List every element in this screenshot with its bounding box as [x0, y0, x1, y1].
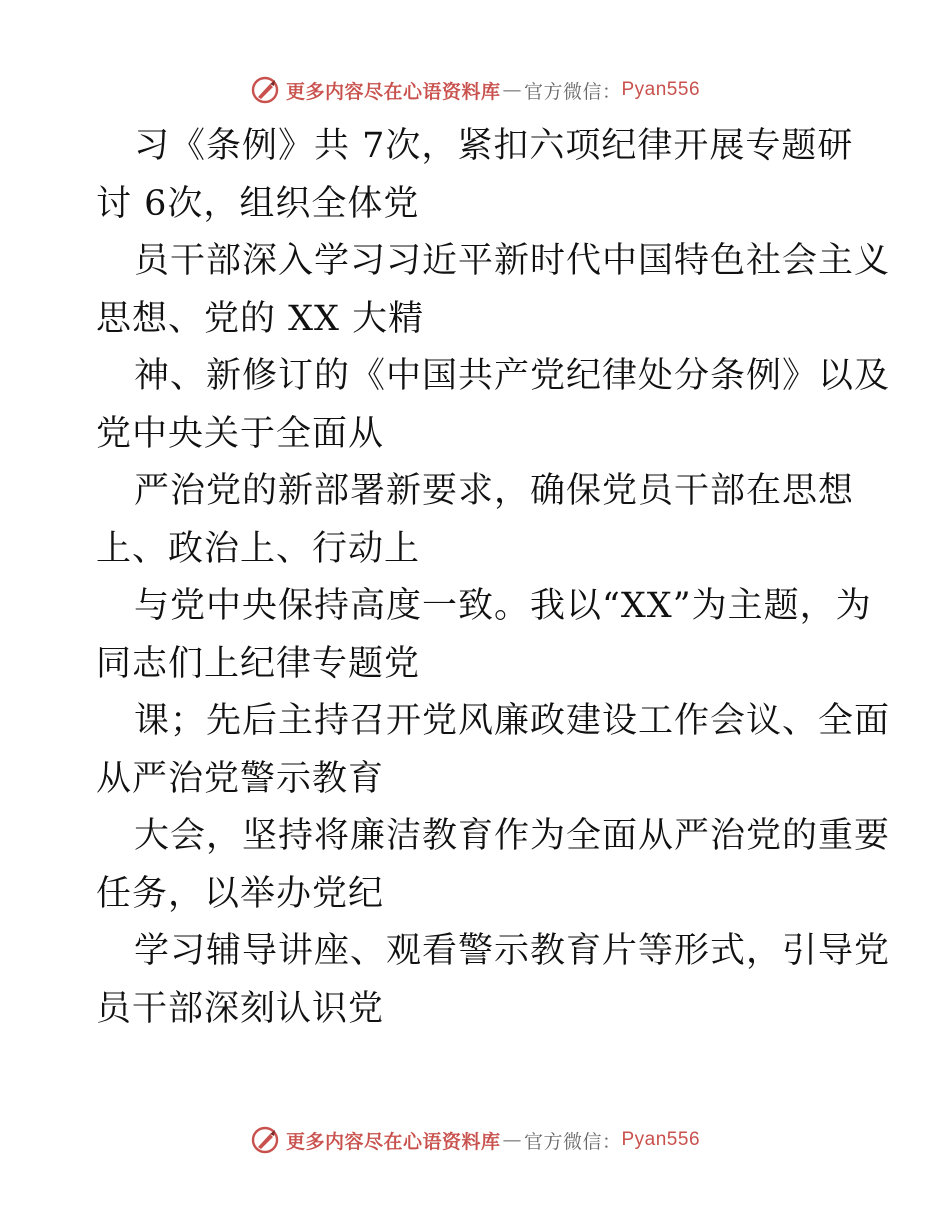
body-line: 同志们上纪律专题党: [96, 643, 421, 684]
banner-wechat-label: 官方微信：: [523, 80, 622, 103]
body-line: 思想、党的 XX 大精: [96, 298, 425, 339]
banner-title: 更多内容尽在心语资料库: [285, 80, 501, 103]
body-line: 从严治党警示教育: [96, 758, 385, 799]
quill-logo-icon: [250, 1125, 280, 1155]
document-body: [96, 118, 891, 1038]
body-line: 上、政治上、行动上: [96, 528, 421, 569]
body-line: 课；先后主持召开党风廉政建设工作会议、全面: [134, 701, 891, 741]
banner-separator: —: [502, 79, 522, 101]
banner-separator: —: [502, 1129, 522, 1151]
body-line: 党中央关于全面从: [96, 413, 385, 454]
body-line: 神、新修订的《中国共产党纪律处分条例》以及: [134, 356, 891, 396]
body-line: 讨 6次，组织全体党: [96, 183, 420, 224]
body-line: 学习辅导讲座、观看警示教育片等形式，引导党: [134, 931, 891, 971]
body-line: 员干部深入学习习近平新时代中国特色社会主义: [134, 241, 891, 281]
body-line: 严治党的新部署新要求，确保党员干部在思想: [134, 471, 855, 511]
body-line: 任务，以举办党纪: [96, 873, 385, 914]
banner-wechat-label: 官方微信：: [523, 1130, 622, 1153]
body-line: 员干部深刻认识党: [96, 988, 385, 1029]
body-line: 与党中央保持高度一致。我以“XX”为主题，为: [134, 586, 872, 626]
body-line: 大会，坚持将廉洁教育作为全面从严治党的重要: [134, 816, 891, 856]
banner-wechat-id: Pyan556: [621, 79, 701, 100]
banner-title: 更多内容尽在心语资料库: [285, 1130, 501, 1153]
header-watermark-banner: [0, 70, 950, 110]
quill-logo-icon: [250, 75, 280, 105]
body-line: 习《条例》共 7次，紧扣六项纪律开展专题研: [134, 126, 854, 166]
banner-wechat-id: Pyan556: [621, 1129, 701, 1150]
footer-watermark-banner: [0, 1120, 950, 1160]
